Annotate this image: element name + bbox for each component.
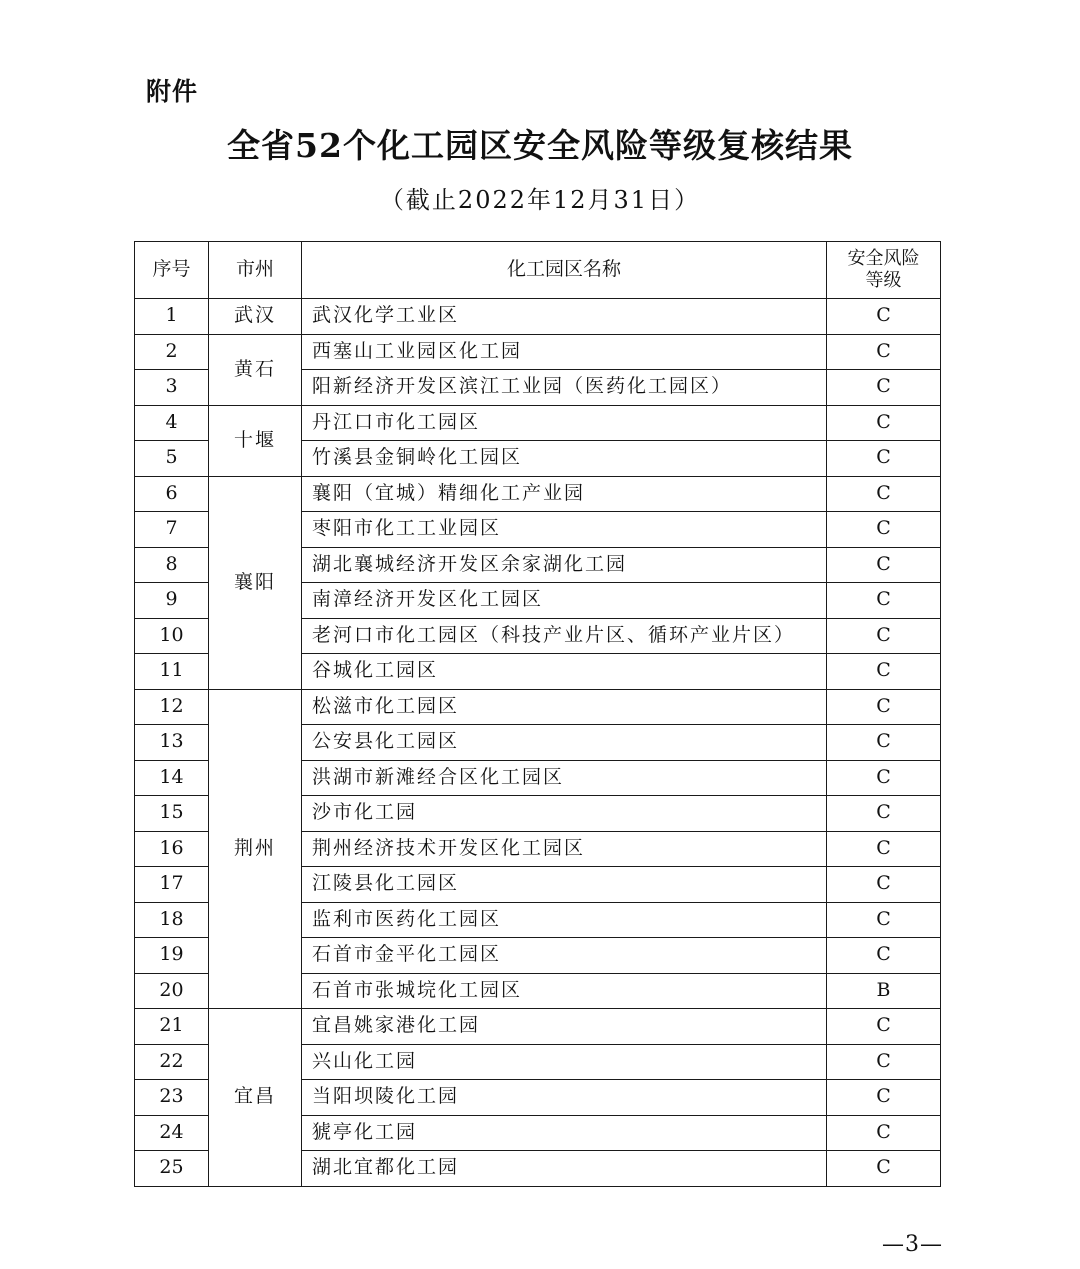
park-name: 枣阳市化工工业园区 [302,512,827,548]
table-body [135,299,941,1187]
city-cell: 宜昌 [209,1009,302,1187]
risk-level: C [827,689,941,725]
page-number: —3— [882,1232,943,1257]
header-level-line1: 安全风险 [847,247,920,269]
park-name: 当阳坝陵化工园 [302,1080,827,1116]
row-number: 20 [135,973,209,1009]
park-name: 襄阳（宜城）精细化工产业园 [302,476,827,512]
city-cell: 武汉 [209,299,302,335]
risk-level-table [134,241,941,1187]
risk-level: C [827,583,941,619]
city-cell: 荆州 [209,689,302,1009]
header-city: 市州 [209,242,302,299]
row-number: 23 [135,1080,209,1116]
park-name: 监利市医药化工园区 [302,902,827,938]
risk-level: C [827,334,941,370]
city-cell: 黄石 [209,334,302,405]
row-number: 14 [135,760,209,796]
park-name: 公安县化工园区 [302,725,827,761]
row-number: 5 [135,441,209,477]
park-name: 兴山化工园 [302,1044,827,1080]
park-name: 沙市化工园 [302,796,827,832]
park-name: 阳新经济开发区滨江工业园（医药化工园区） [302,370,827,406]
park-name: 南漳经济开发区化工园区 [302,583,827,619]
header-name: 化工园区名称 [302,242,827,299]
park-name: 洪湖市新滩经合区化工园区 [302,760,827,796]
row-number: 18 [135,902,209,938]
header-level [827,242,941,299]
park-name: 丹江口市化工园区 [302,405,827,441]
row-number: 21 [135,1009,209,1045]
risk-level: C [827,1151,941,1187]
header-no: 序号 [135,242,209,299]
risk-level: C [827,654,941,690]
row-number: 13 [135,725,209,761]
header-level-line2: 等级 [865,270,902,291]
park-name: 猇亭化工园 [302,1115,827,1151]
city-cell: 襄阳 [209,476,302,689]
park-name: 老河口市化工园区（科技产业片区、循环产业片区） [302,618,827,654]
risk-level: C [827,547,941,583]
park-name: 荆州经济技术开发区化工园区 [302,831,827,867]
risk-level: C [827,760,941,796]
row-number: 2 [135,334,209,370]
row-number: 24 [135,1115,209,1151]
park-name: 石首市张城垸化工园区 [302,973,827,1009]
risk-level: C [827,1009,941,1045]
risk-level: C [827,441,941,477]
document-title: 全省52个化工园区安全风险等级复核结果 [227,126,853,165]
risk-level: C [827,867,941,903]
row-number: 4 [135,405,209,441]
park-name: 谷城化工园区 [302,654,827,690]
risk-level: C [827,725,941,761]
park-name: 湖北宜都化工园 [302,1151,827,1187]
park-name: 宜昌姚家港化工园 [302,1009,827,1045]
row-number: 17 [135,867,209,903]
row-number: 12 [135,689,209,725]
row-number: 6 [135,476,209,512]
row-number: 19 [135,938,209,974]
risk-level: C [827,1115,941,1151]
risk-level: C [827,1044,941,1080]
risk-level: C [827,831,941,867]
row-number: 3 [135,370,209,406]
row-number: 10 [135,618,209,654]
table-row [135,299,941,335]
row-number: 16 [135,831,209,867]
risk-level: C [827,938,941,974]
park-name: 武汉化学工业区 [302,299,827,335]
table-row [135,334,941,370]
risk-level: C [827,405,941,441]
risk-level: C [827,476,941,512]
row-number: 7 [135,512,209,548]
row-number: 11 [135,654,209,690]
attachment-label: 附件 [146,77,199,106]
document-subtitle: （截止2022年12月31日） [379,186,701,214]
risk-level: C [827,796,941,832]
row-number: 1 [135,299,209,335]
table-row [135,689,941,725]
park-name: 西塞山工业园区化工园 [302,334,827,370]
table-row [135,476,941,512]
row-number: 22 [135,1044,209,1080]
park-name: 石首市金平化工园区 [302,938,827,974]
risk-level: C [827,618,941,654]
row-number: 8 [135,547,209,583]
table-row [135,1009,941,1045]
park-name: 江陵县化工园区 [302,867,827,903]
park-name: 湖北襄城经济开发区余家湖化工园 [302,547,827,583]
risk-level: C [827,1080,941,1116]
risk-level: C [827,299,941,335]
park-name: 松滋市化工园区 [302,689,827,725]
table-row [135,405,941,441]
risk-level: B [827,973,941,1009]
risk-level: C [827,370,941,406]
city-cell: 十堰 [209,405,302,476]
risk-level: C [827,902,941,938]
table-header-row [135,242,941,299]
row-number: 9 [135,583,209,619]
row-number: 15 [135,796,209,832]
row-number: 25 [135,1151,209,1187]
risk-level: C [827,512,941,548]
park-name: 竹溪县金铜岭化工园区 [302,441,827,477]
